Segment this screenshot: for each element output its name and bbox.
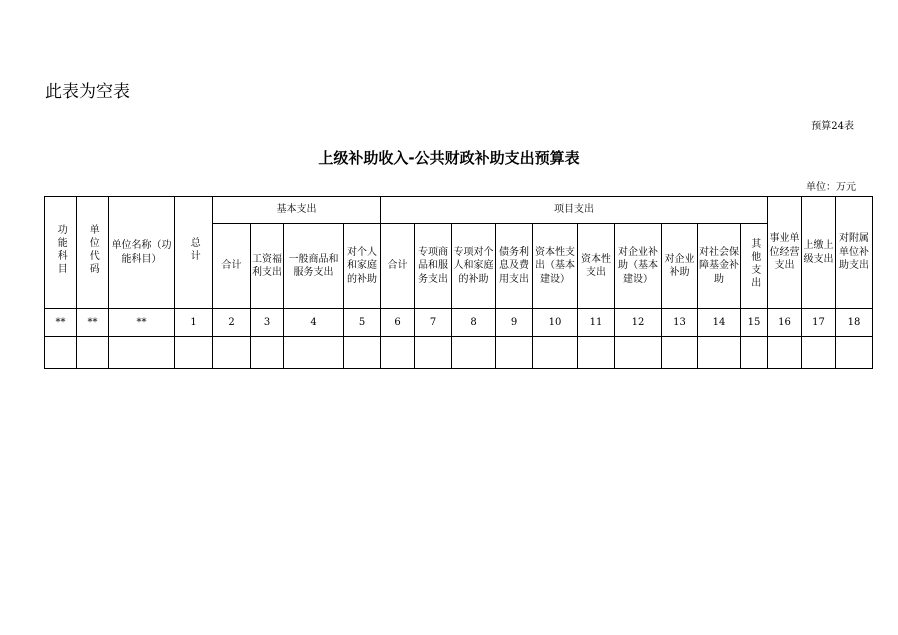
group-header-basic: 基本支出 bbox=[213, 197, 381, 224]
col-header-operating: 事业单位经营支出 bbox=[768, 197, 802, 309]
index-cell: 7 bbox=[415, 309, 452, 337]
empty-cell bbox=[533, 337, 578, 369]
col-header-goods: 一般商品和服务支出 bbox=[284, 224, 344, 309]
index-cell: 10 bbox=[533, 309, 578, 337]
index-cell: 16 bbox=[768, 309, 802, 337]
empty-table-note: 此表为空表 bbox=[45, 82, 130, 102]
empty-cell bbox=[802, 337, 836, 369]
empty-cell bbox=[496, 337, 533, 369]
index-cell: 4 bbox=[284, 309, 344, 337]
col-header-capital: 资本性支出 bbox=[578, 224, 615, 309]
col-header-basic-total: 合计 bbox=[213, 224, 251, 309]
index-cell: 2 bbox=[213, 309, 251, 337]
table-index-row bbox=[45, 309, 873, 337]
index-cell: 12 bbox=[615, 309, 662, 337]
empty-cell bbox=[615, 337, 662, 369]
empty-cell bbox=[452, 337, 496, 369]
index-cell: 11 bbox=[578, 309, 615, 337]
col-header-enterprise: 对企业补助 bbox=[662, 224, 698, 309]
group-header-project: 项目支出 bbox=[381, 197, 768, 224]
empty-cell bbox=[344, 337, 381, 369]
empty-cell bbox=[768, 337, 802, 369]
empty-cell bbox=[284, 337, 344, 369]
index-cell: 14 bbox=[698, 309, 741, 337]
empty-cell bbox=[109, 337, 175, 369]
empty-cell bbox=[741, 337, 768, 369]
index-cell: ** bbox=[45, 309, 77, 337]
index-cell: 18 bbox=[836, 309, 873, 337]
empty-cell bbox=[213, 337, 251, 369]
empty-cell bbox=[415, 337, 452, 369]
empty-cell bbox=[381, 337, 415, 369]
col-header-total: 总计 bbox=[175, 197, 213, 309]
col-header-personal: 对个人和家庭的补助 bbox=[344, 224, 381, 309]
col-header-enterprise-construction: 对企业补助（基本建设） bbox=[615, 224, 662, 309]
page-title: 上级补助收入-公共财政补助支出预算表 bbox=[318, 149, 580, 167]
col-header-unit-code: 单位代码 bbox=[77, 197, 109, 309]
unit-label: 单位：万元 bbox=[806, 182, 856, 193]
index-cell: 1 bbox=[175, 309, 213, 337]
budget-table bbox=[44, 196, 873, 369]
empty-cell bbox=[836, 337, 873, 369]
empty-cell bbox=[251, 337, 284, 369]
index-cell: ** bbox=[77, 309, 109, 337]
index-cell: 6 bbox=[381, 309, 415, 337]
index-cell: 8 bbox=[452, 309, 496, 337]
empty-cell bbox=[175, 337, 213, 369]
col-header-special-goods: 专项商品和服务支出 bbox=[415, 224, 452, 309]
col-header-unit-name: 单位名称（功能科目） bbox=[109, 197, 175, 309]
col-header-project-total: 合计 bbox=[381, 224, 415, 309]
index-cell: ** bbox=[109, 309, 175, 337]
empty-cell bbox=[662, 337, 698, 369]
index-cell: 5 bbox=[344, 309, 381, 337]
empty-cell bbox=[45, 337, 77, 369]
col-header-other: 其他支出 bbox=[741, 224, 768, 309]
index-cell: 15 bbox=[741, 309, 768, 337]
index-cell: 9 bbox=[496, 309, 533, 337]
empty-cell bbox=[77, 337, 109, 369]
empty-cell bbox=[578, 337, 615, 369]
index-cell: 3 bbox=[251, 309, 284, 337]
col-header-func-subject: 功能科目 bbox=[45, 197, 77, 309]
col-header-higher: 上缴上级支出 bbox=[802, 197, 836, 309]
form-code: 预算24表 bbox=[811, 121, 854, 132]
col-header-affiliated: 对附属单位补助支出 bbox=[836, 197, 873, 309]
empty-cell bbox=[698, 337, 741, 369]
col-header-salary: 工资福利支出 bbox=[251, 224, 284, 309]
index-cell: 13 bbox=[662, 309, 698, 337]
table-row bbox=[45, 337, 873, 369]
index-cell: 17 bbox=[802, 309, 836, 337]
col-header-social-security: 对社会保障基金补助 bbox=[698, 224, 741, 309]
col-header-special-personal: 专项对个人和家庭的补助 bbox=[452, 224, 496, 309]
col-header-debt: 债务利息及费用支出 bbox=[496, 224, 533, 309]
col-header-capital-construction: 资本性支出（基本建设） bbox=[533, 224, 578, 309]
